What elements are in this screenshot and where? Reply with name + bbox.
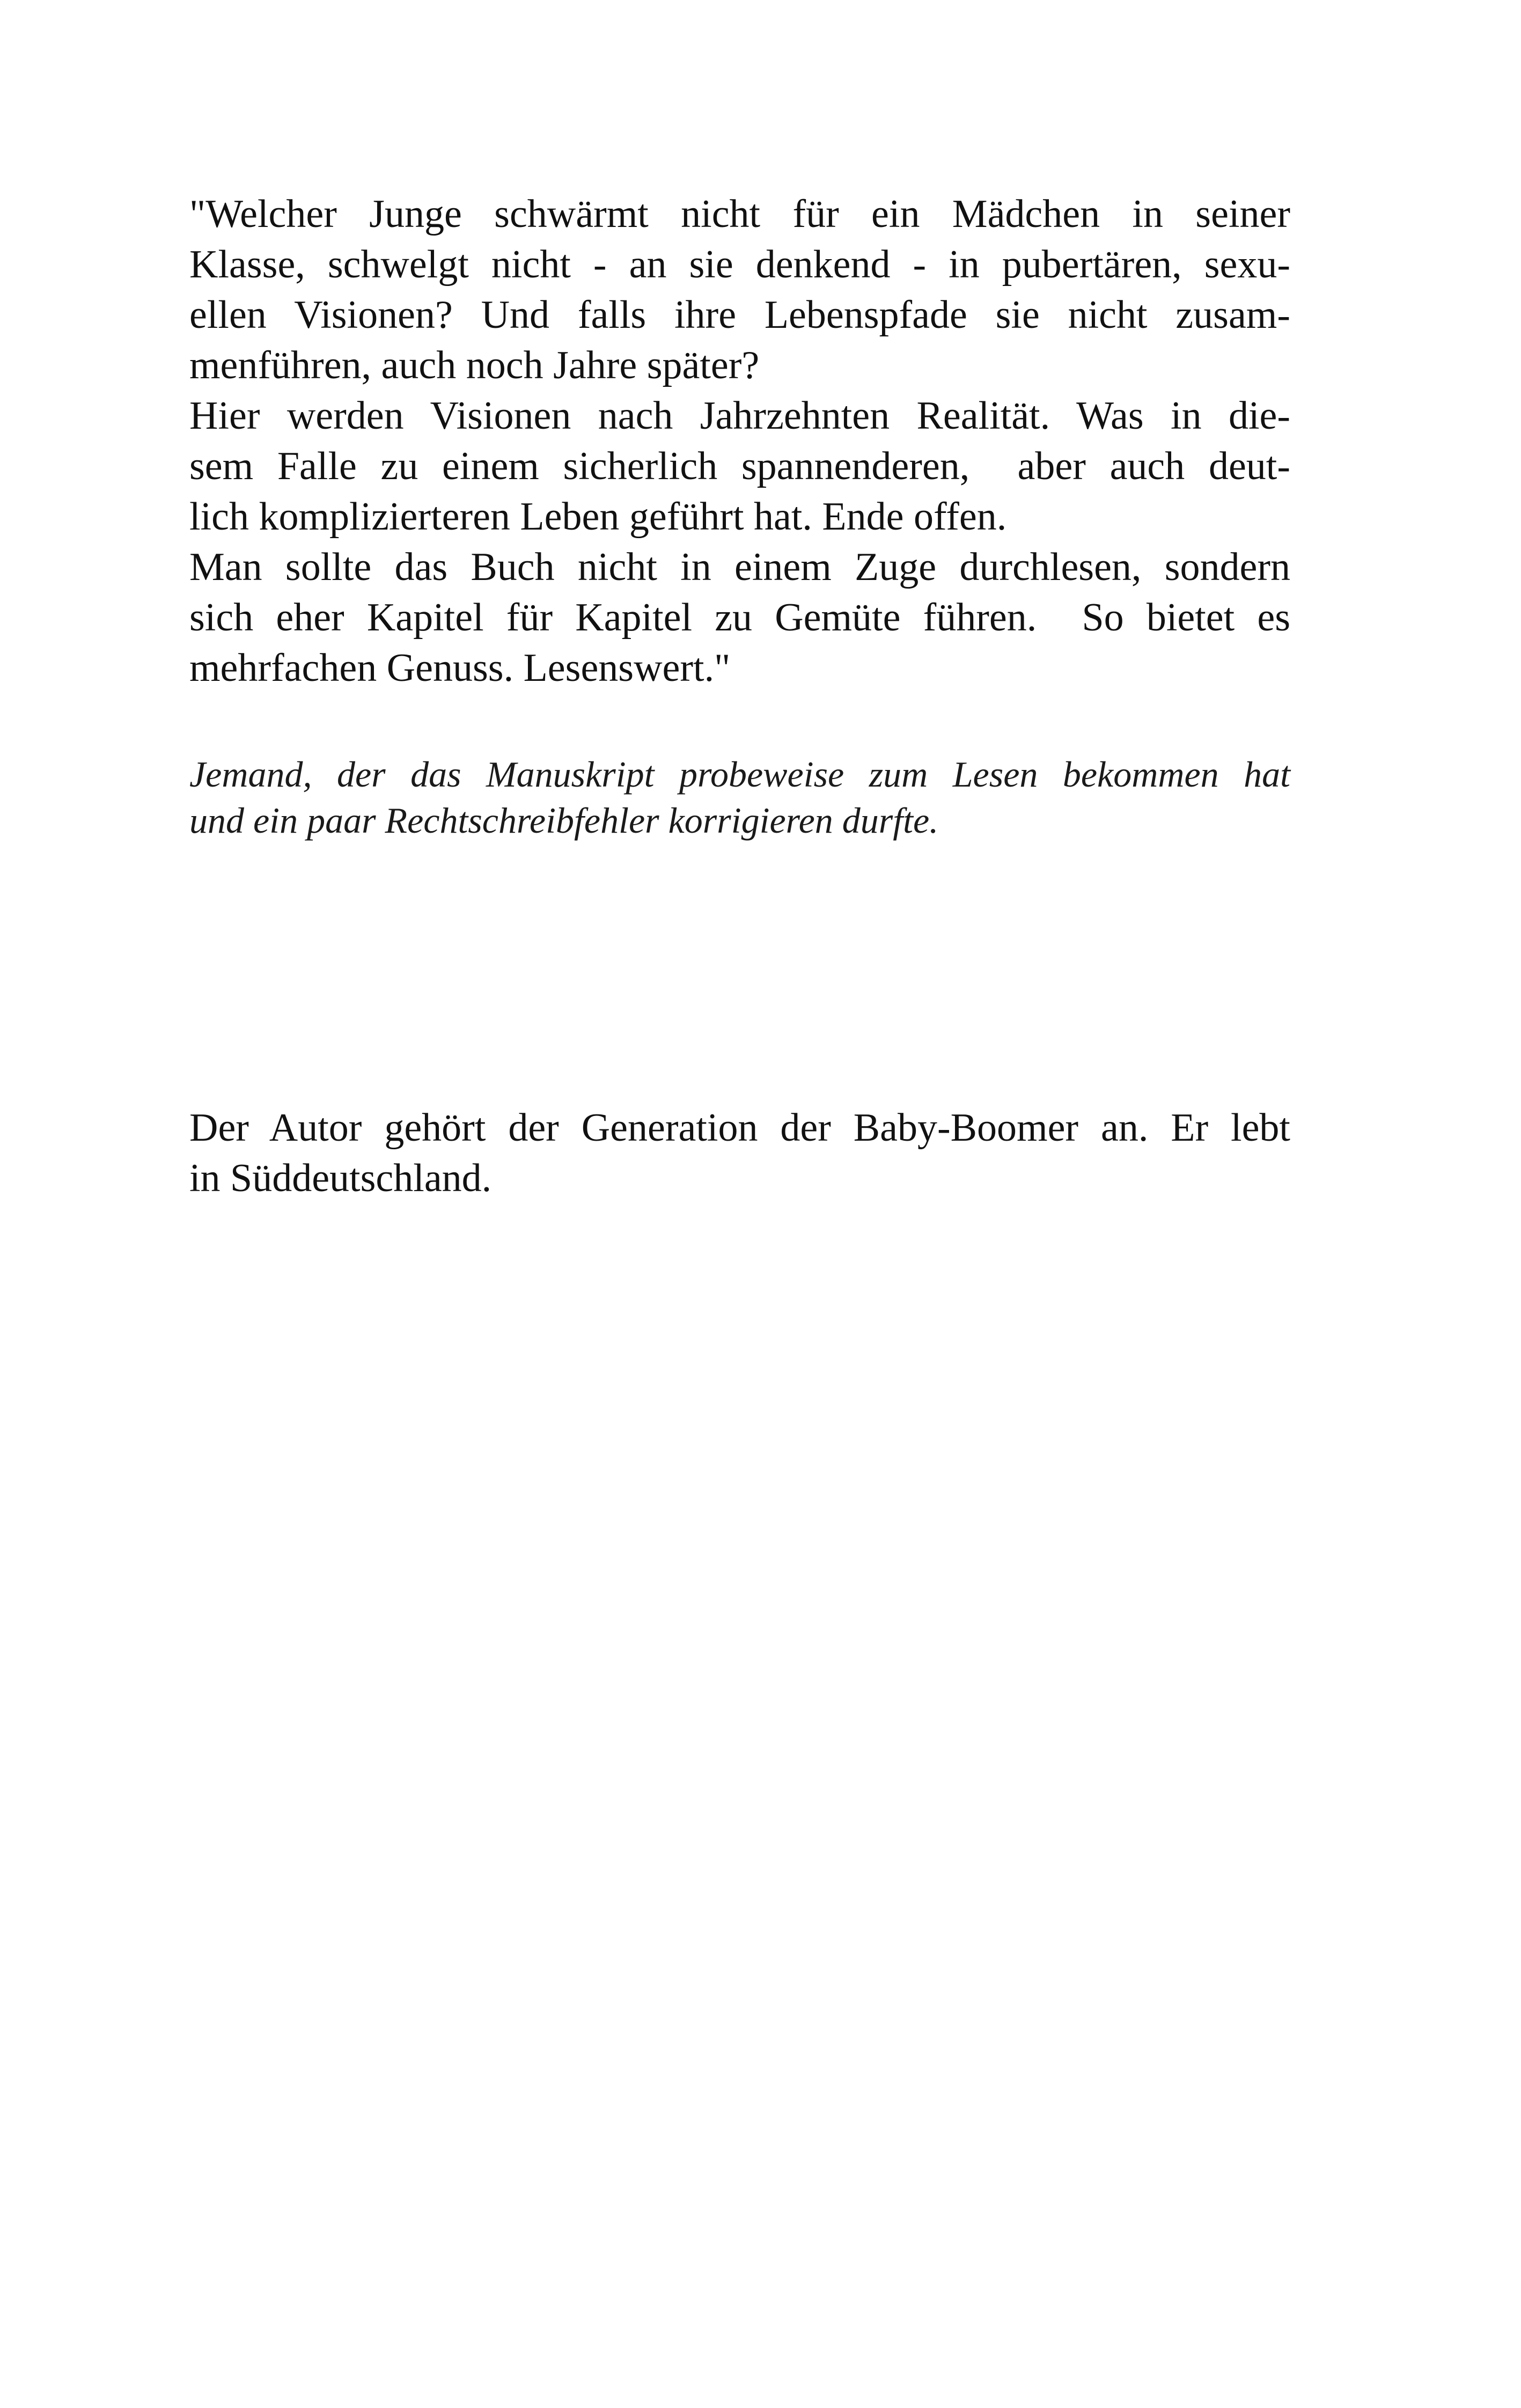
review-line-8: Man sollte das Buch nicht in einem Zuge durchlesen, sondern bbox=[189, 545, 1290, 589]
review-line-10: mehrfachen Genuss. Lesenswert." bbox=[189, 646, 731, 690]
author-note-line-2: in Süddeutschland. bbox=[189, 1156, 492, 1200]
review-line-3: ellen Visionen? Und falls ihre Lebenspfade sie nicht zusam- bbox=[189, 293, 1290, 337]
review-line-9: sich eher Kapitel für Kapitel zu Gemüte führen. So bietet es bbox=[189, 596, 1290, 640]
review-line-2: Klasse, schwelgt nicht - an sie denkend - in pubertären, sexu- bbox=[189, 243, 1290, 287]
attribution-line-1: Jemand, der das Manuskript probeweise zum Lesen bekommen hat bbox=[189, 754, 1290, 795]
review-line-5: Hier werden Visionen nach Jahrzehnten Realität. Was in die- bbox=[189, 394, 1290, 438]
author-note-line-1: Der Autor gehört der Generation der Baby-Boomer an. Er lebt bbox=[189, 1106, 1290, 1150]
review-line-1: "Welcher Junge schwärmt nicht für ein Mädchen in seiner bbox=[189, 192, 1290, 236]
review-line-7: lich komplizierteren Leben geführt hat. Ende offen. bbox=[189, 495, 1007, 539]
review-line-4: menführen, auch noch Jahre später? bbox=[189, 343, 760, 387]
attribution-line-2: und ein paar Rechtschreibfehler korrigieren durfte. bbox=[189, 800, 939, 841]
review-line-6: sem Falle zu einem sicherlich spannenderen, aber auch deut- bbox=[189, 444, 1290, 488]
